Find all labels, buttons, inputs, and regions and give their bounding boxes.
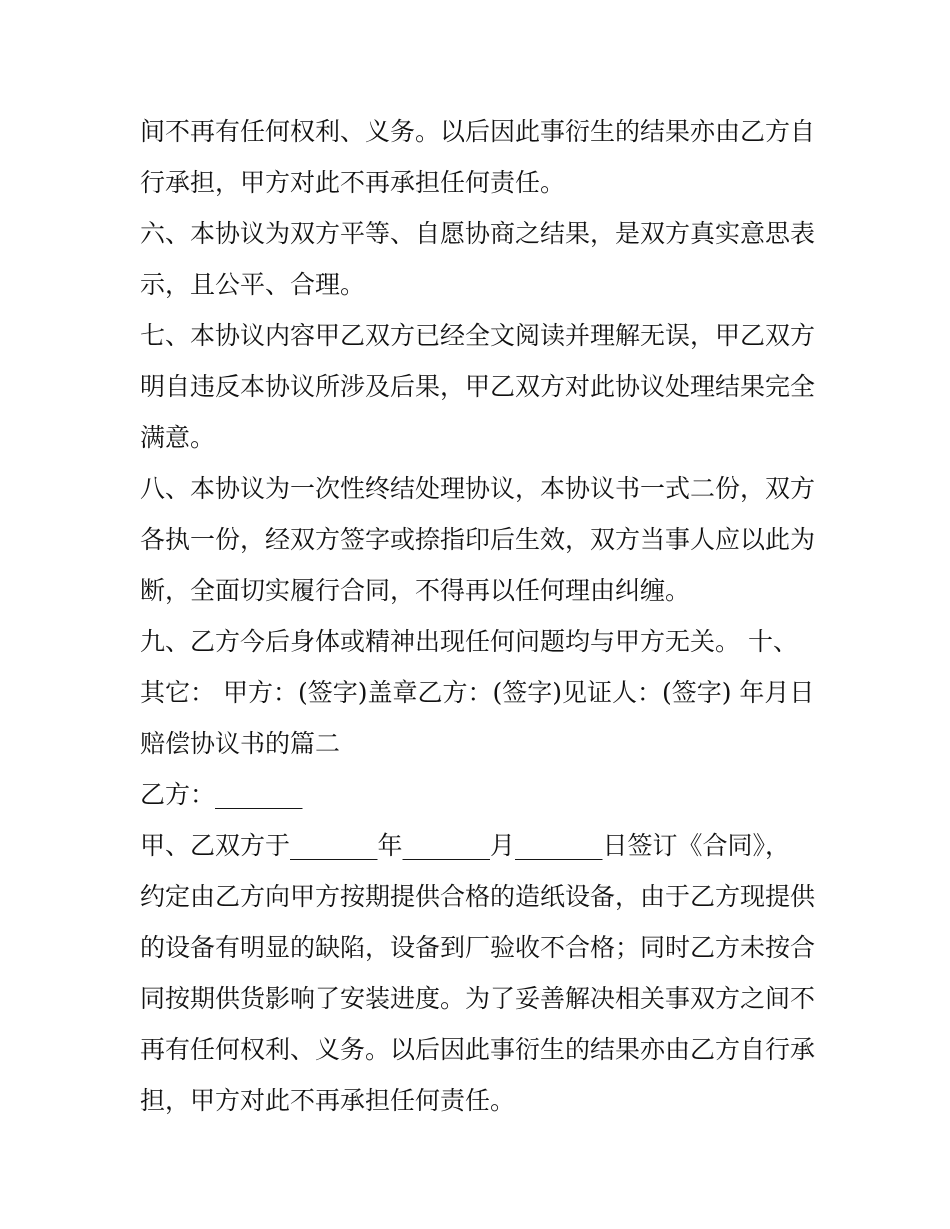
signature-line: 其它： 甲方：(签字)盖章乙方：(签字)见证人：(签字) 年月日 bbox=[140, 678, 815, 707]
document-body bbox=[140, 106, 820, 1126]
text-line-18: 同按期供货影响了安装进度。为了妥善解决相关事双方之间不 bbox=[140, 984, 816, 1013]
text-line-20: 担，甲方对此不再承担任何责任。 bbox=[140, 1086, 516, 1115]
clause-eight-line-2: 各执一份，经双方签字或捺指印后生效，双方当事人应以此为 bbox=[140, 525, 816, 554]
clause-seven-line-3: 满意。 bbox=[140, 423, 216, 452]
text-line-1: 间不再有任何权利、义务。以后因此事衍生的结果亦由乙方自 bbox=[140, 117, 816, 146]
clause-seven-line-2: 明自违反本协议所涉及后果，甲乙双方对此协议处理结果完全 bbox=[140, 372, 816, 401]
clause-six-line-1: 六、本协议为双方平等、自愿协商之结果，是双方真实意思表 bbox=[140, 219, 816, 248]
text-line-17: 的设备有明显的缺陷，设备到厂验收不合格；同时乙方未按合 bbox=[140, 933, 816, 962]
text-line-19: 再有任何权利、义务。以后因此事衍生的结果亦由乙方自行承 bbox=[140, 1035, 816, 1064]
clause-six-line-2: 示，且公平、合理。 bbox=[140, 270, 366, 299]
section-heading: 赔偿协议书的篇二 bbox=[140, 729, 341, 758]
clause-eight-line-1: 八、本协议为一次性终结处理协议，本协议书一式二份，双方 bbox=[140, 474, 816, 503]
text-line-2: 行承担，甲方对此不再承担任何责任。 bbox=[140, 168, 566, 197]
party-b-line: 乙方：_______ bbox=[140, 780, 303, 809]
clause-seven-line-1: 七、本协议内容甲乙双方已经全文阅读并理解无误，甲乙双方 bbox=[140, 321, 816, 350]
text-line-16: 约定由乙方向甲方按期提供合格的造纸设备，由于乙方现提供 bbox=[140, 882, 816, 911]
clause-eight-line-3: 断，全面切实履行合同，不得再以任何理由纠缠。 bbox=[140, 576, 691, 605]
contract-date-line: 甲、乙双方于_______年_______月_______日签订《合同》， bbox=[140, 831, 791, 860]
clause-nine-line: 九、乙方今后身体或精神出现任何问题均与甲方无关。 十、 bbox=[140, 627, 798, 656]
